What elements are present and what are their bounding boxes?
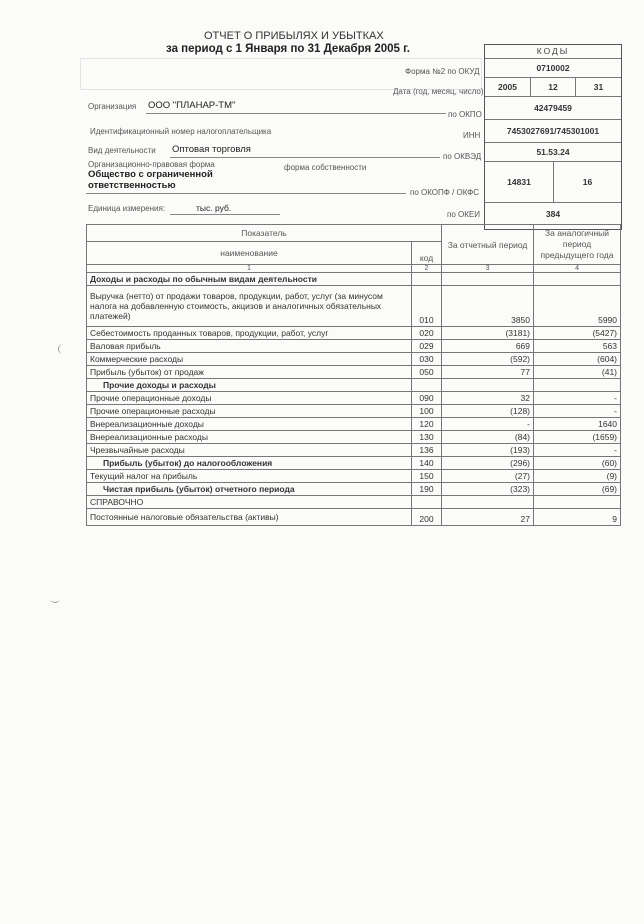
row-name: Прибыль (убыток) до налогообложения	[87, 457, 412, 470]
table-row	[87, 483, 621, 496]
date-year: 2005	[485, 78, 531, 96]
income-statement-table	[86, 224, 621, 526]
table-row	[87, 273, 621, 286]
row-current-value: (296)	[442, 457, 534, 470]
row-current-value: (3181)	[442, 327, 534, 340]
row-name: Выручка (нетто) от продажи товаров, продукции, работ, услуг (за минусом налога на добавленную стоимость, акцизов и аналогичных обязательных платежей)	[87, 286, 412, 327]
report-title: ОТЧЕТ О ПРИБЫЛЯХ И УБЫТКАХ	[204, 30, 384, 42]
table-row	[87, 405, 621, 418]
row-prev-value: (69)	[534, 483, 621, 496]
row-name: СПРАВОЧНО	[87, 496, 412, 509]
legal-form-line2: ответственностью	[88, 180, 176, 191]
unit-underline	[170, 214, 280, 215]
table-row	[87, 327, 621, 340]
row-name: Постоянные налоговые обязательства (активы)	[87, 509, 412, 526]
row-code: 136	[412, 444, 442, 457]
row-code: 010	[412, 286, 442, 327]
row-prev-value	[534, 379, 621, 392]
row-prev-value: -	[534, 405, 621, 418]
row-current-value	[442, 273, 534, 286]
date-code-row	[485, 78, 621, 97]
row-current-value: -	[442, 418, 534, 431]
row-code: 029	[412, 340, 442, 353]
row-name: Прочие операционные доходы	[87, 392, 412, 405]
punch-mark-bottom	[50, 594, 60, 603]
row-current-value: (128)	[442, 405, 534, 418]
table-row	[87, 509, 621, 526]
row-prev-value: 1640	[534, 418, 621, 431]
row-prev-value: (604)	[534, 353, 621, 366]
okpo-label: по ОКПО	[448, 110, 482, 119]
okved-code: 51.53.24	[485, 143, 621, 162]
row-prev-value: 9	[534, 509, 621, 526]
row-name: Коммерческие расходы	[87, 353, 412, 366]
row-current-value: (27)	[442, 470, 534, 483]
row-name: Валовая прибыль	[87, 340, 412, 353]
date-label: Дата (год, месяц, число)	[393, 87, 484, 96]
okfs-code: 16	[582, 177, 593, 187]
activity-value: Оптовая торговля	[172, 144, 251, 155]
row-prev-value: (1659)	[534, 431, 621, 444]
row-name: Внереализационные доходы	[87, 418, 412, 431]
table-row	[87, 444, 621, 457]
row-name: Прочие операционные расходы	[87, 405, 412, 418]
row-code: 150	[412, 470, 442, 483]
org-underline	[146, 113, 446, 114]
activity-underline	[170, 157, 440, 158]
row-prev-value: (60)	[534, 457, 621, 470]
row-name: Доходы и расходы по обычным видам деятельности	[87, 273, 412, 286]
row-prev-value	[534, 273, 621, 286]
row-current-value: (193)	[442, 444, 534, 457]
table-row	[87, 340, 621, 353]
row-code: 200	[412, 509, 442, 526]
row-code: 190	[412, 483, 442, 496]
table-colnum-row	[87, 265, 621, 273]
header-code: код	[412, 242, 442, 265]
row-name: Внереализационные расходы	[87, 431, 412, 444]
colnum-1: 1	[87, 265, 412, 273]
okopf-label: по ОКОПФ / ОКФС	[410, 188, 479, 197]
inn-code-label: ИНН	[463, 131, 481, 140]
table-row	[87, 431, 621, 444]
unit-value: тыс. руб.	[196, 203, 232, 213]
row-code: 130	[412, 431, 442, 444]
row-prev-value: -	[534, 444, 621, 457]
row-code: 100	[412, 405, 442, 418]
row-prev-value: -	[534, 392, 621, 405]
table-header-row	[87, 225, 621, 242]
row-current-value	[442, 379, 534, 392]
row-current-value: 77	[442, 366, 534, 379]
row-current-value	[442, 496, 534, 509]
okud-code: 0710002	[485, 60, 621, 78]
table-row	[87, 418, 621, 431]
okud-label: Форма №2 по ОКУД	[405, 67, 480, 76]
row-current-value: 669	[442, 340, 534, 353]
row-prev-value: (9)	[534, 470, 621, 483]
report-period: за период с 1 Января по 31 Декабря 2005 г.	[166, 43, 410, 55]
row-code	[412, 379, 442, 392]
okpo-code: 42479459	[485, 97, 621, 120]
okopf-code: 14831	[485, 162, 554, 202]
date-day: 31	[593, 82, 604, 92]
unit-label: Единица измерения:	[88, 204, 166, 213]
header-name: наименование	[87, 242, 412, 265]
row-prev-value: (5427)	[534, 327, 621, 340]
activity-label: Вид деятельности	[88, 146, 156, 155]
table-row	[87, 392, 621, 405]
org-name: ООО "ПЛАНАР-ТМ"	[148, 100, 236, 111]
table-row	[87, 379, 621, 392]
colnum-2: 2	[412, 265, 442, 273]
row-name: Себестоимость проданных товаров, продукции, работ, услуг	[87, 327, 412, 340]
table-row	[87, 366, 621, 379]
date-month: 12	[531, 78, 576, 96]
row-code: 120	[412, 418, 442, 431]
legal-form-line1: Общество с ограниченной	[88, 169, 213, 180]
row-code: 090	[412, 392, 442, 405]
row-current-value: 27	[442, 509, 534, 526]
row-name: Чистая прибыль (убыток) отчетного периода	[87, 483, 412, 496]
row-current-value: (323)	[442, 483, 534, 496]
inn-label: Идентификационный номер налогоплательщика	[90, 127, 272, 136]
row-prev-value	[534, 496, 621, 509]
table-row	[87, 496, 621, 509]
okved-label: по ОКВЭД	[443, 152, 482, 161]
header-prev-period: За аналогичный период предыдущего года	[534, 225, 621, 265]
table-row	[87, 286, 621, 327]
row-prev-value: 563	[534, 340, 621, 353]
table-row	[87, 470, 621, 483]
okopf-okfs-row	[485, 162, 621, 203]
inn-code: 7453027691/745301001	[485, 120, 621, 143]
header-indicator: Показатель	[87, 225, 442, 242]
row-current-value: 3850	[442, 286, 534, 327]
row-current-value: (84)	[442, 431, 534, 444]
row-code: 030	[412, 353, 442, 366]
row-code	[412, 273, 442, 286]
row-prev-value: 5990	[534, 286, 621, 327]
row-current-value: (592)	[442, 353, 534, 366]
okei-label: по ОКЕИ	[447, 210, 480, 219]
row-code: 020	[412, 327, 442, 340]
okei-code: 384	[545, 209, 561, 219]
row-code	[412, 496, 442, 509]
legal-form-label: Организационно-правовая форма	[88, 160, 215, 169]
row-code: 140	[412, 457, 442, 470]
colnum-4: 4	[534, 265, 621, 273]
table-row	[87, 353, 621, 366]
row-name: Текущий налог на прибыль	[87, 470, 412, 483]
row-name: Чрезвычайные расходы	[87, 444, 412, 457]
org-label: Организация	[88, 102, 137, 111]
ownership-label: форма собственности	[284, 163, 367, 172]
colnum-3: 3	[442, 265, 534, 273]
row-name: Прочие доходы и расходы	[87, 379, 412, 392]
row-code: 050	[412, 366, 442, 379]
header-current-period: За отчетный период	[442, 225, 534, 265]
codes-box	[484, 44, 622, 230]
table-row	[87, 457, 621, 470]
row-name: Прибыль (убыток) от продаж	[87, 366, 412, 379]
row-current-value: 32	[442, 392, 534, 405]
codes-header: КОДЫ	[485, 45, 621, 59]
row-prev-value: (41)	[534, 366, 621, 379]
punch-mark-top	[58, 344, 67, 354]
legal-form-underline	[86, 193, 406, 194]
